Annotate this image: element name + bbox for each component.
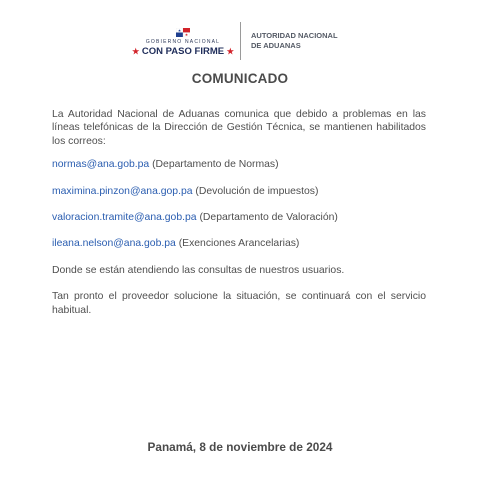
email-link-exenciones[interactable]: ileana.nelson@ana.gob.pa <box>52 238 176 250</box>
closing-paragraph: Tan pronto el proveedor solucione la situación, se continuará con el servicio habitual. <box>52 291 426 316</box>
ana-logo <box>251 31 338 51</box>
email-item <box>52 185 426 198</box>
panama-flag-icon <box>176 28 190 37</box>
email-department: (Exenciones Arancelarias) <box>178 238 300 250</box>
slogan: CON PASO FIRME <box>141 46 225 57</box>
header <box>0 20 480 64</box>
attention-paragraph: Donde se están atendiendo las consultas de nuestros usuarios. <box>52 264 345 276</box>
page-title: COMUNICADO <box>191 71 289 86</box>
email-link-valoracion[interactable]: valoracion.tramite@ana.gob.pa <box>52 212 197 224</box>
email-link-devolucion[interactable]: maximina.pinzon@ana.gop.pa <box>52 185 193 197</box>
logo-divider <box>240 22 241 60</box>
star-icon: ★ <box>226 47 234 56</box>
email-department: (Departamento de Normas) <box>152 159 279 171</box>
email-department: (Devolución de impuestos) <box>195 185 319 197</box>
intro-paragraph: La Autoridad Nacional de Aduanas comunica que debido a problemas en las líneas telefónicas de la Dirección de Gestión Técnica, se mantienen habilitados los correos: <box>52 109 426 147</box>
communique-body <box>52 108 426 317</box>
email-item <box>52 158 426 171</box>
email-item <box>52 211 426 224</box>
star-icon: ★ <box>132 47 140 56</box>
email-item <box>52 237 426 250</box>
gobierno-nacional-text: GOBIERNO NACIONAL <box>145 39 221 45</box>
con-paso-firme-text <box>132 46 234 57</box>
date-line: Panamá, 8 de noviembre de 2024 <box>147 440 333 454</box>
ana-line-1: AUTORIDAD NACIONAL <box>251 31 338 40</box>
ana-line-2: DE ADUANAS <box>251 41 301 50</box>
email-department: (Departamento de Valoración) <box>199 212 338 224</box>
gobierno-nacional-logo <box>132 28 234 57</box>
email-link-normas[interactable]: normas@ana.gob.pa <box>52 159 150 171</box>
